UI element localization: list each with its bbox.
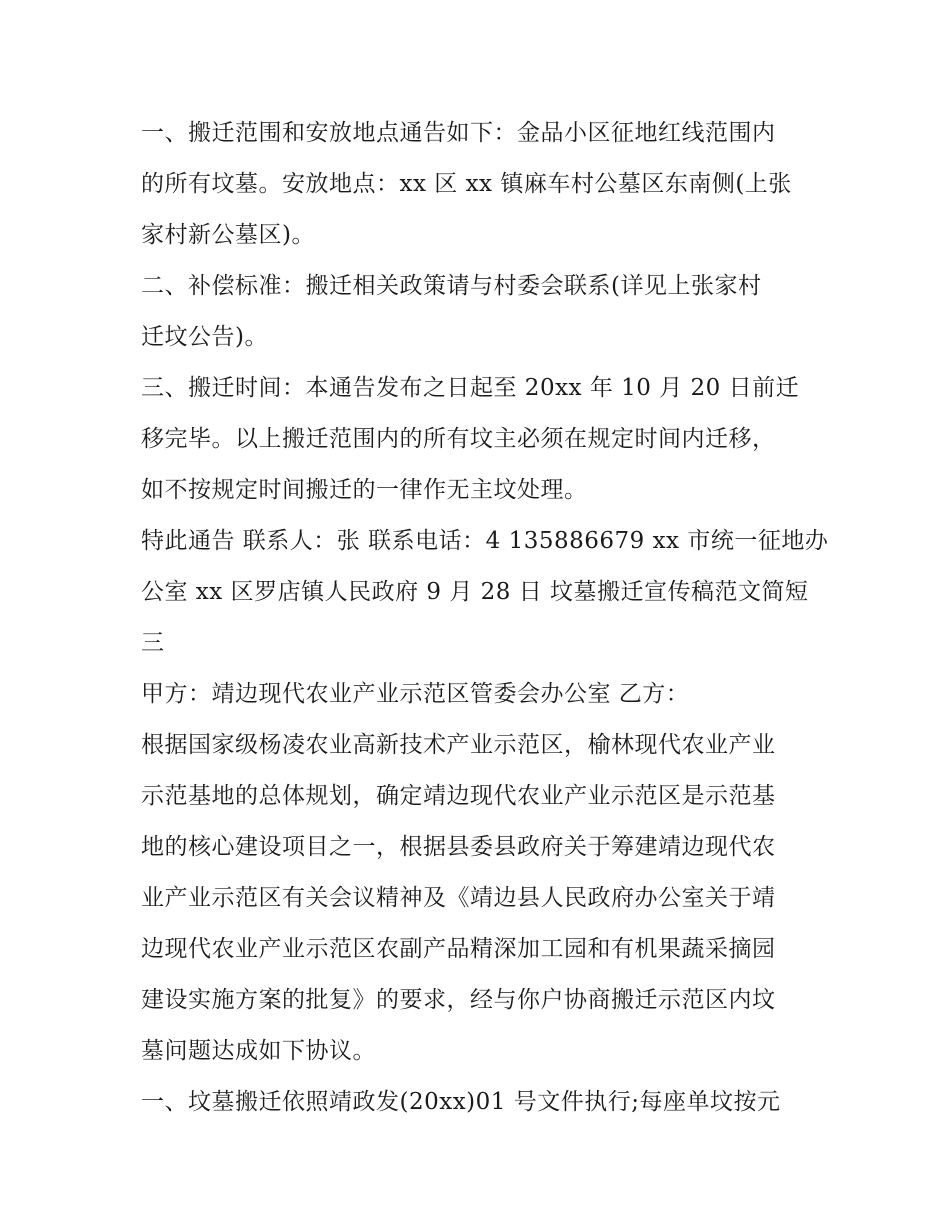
text-line: 根据国家级杨凌农业高新技术产业示范区，榆林现代农业产业 [141,732,776,758]
text-line: 迁坟公告)。 [141,324,268,350]
text-line: 三、搬迁时间：本通告发布之日起至 20xx 年 10 月 20 日前迁 [141,375,800,401]
text-line: 特此通告 联系人：张 联系电话：4 135886679 xx 市统一征地办 [141,528,829,554]
text-line: 建设实施方案的批复》的要求，经与你户协商搬迁示范区内坟 [141,987,776,1013]
text-line: 业产业示范区有关会议精神及《靖边县人民政府办公室关于靖 [141,885,776,911]
text-line: 墓问题达成如下协议。 [141,1038,376,1064]
document-body [141,108,829,1128]
text-line: 的所有坟墓。安放地点：xx 区 xx 镇麻车村公墓区东南侧(上张 [141,171,792,197]
text-line: 公室 xx 区罗店镇人民政府 9 月 28 日 坟墓搬迁宣传稿范文简短 [141,579,809,605]
text-line: 一、坟墓搬迁依照靖政发(20xx)01 号文件执行;每座单坟按元 [141,1089,781,1115]
text-line: 移完毕。以上搬迁范围内的所有坟主必须在规定时间内迁移， [141,426,776,452]
text-line: 甲方：靖边现代农业产业示范区管委会办公室 乙方： [141,681,690,707]
text-line: 如不按规定时间搬迁的一律作无主坟处理。 [141,477,588,503]
text-line: 三 [141,630,165,656]
text-line: 示范基地的总体规划，确定靖边现代农业产业示范区是示范基 [141,783,776,809]
text-line: 边现代农业产业示范区农副产品精深加工园和有机果蔬采摘园 [141,936,776,962]
text-line: 地的核心建设项目之一，根据县委县政府关于筹建靖边现代农 [141,834,776,860]
text-line: 一、搬迁范围和安放地点通告如下：金品小区征地红线范围内 [141,120,776,146]
text-line: 二、补偿标准：搬迁相关政策请与村委会联系(详见上张家村 [141,273,762,299]
text-line: 家村新公墓区)。 [141,222,315,248]
